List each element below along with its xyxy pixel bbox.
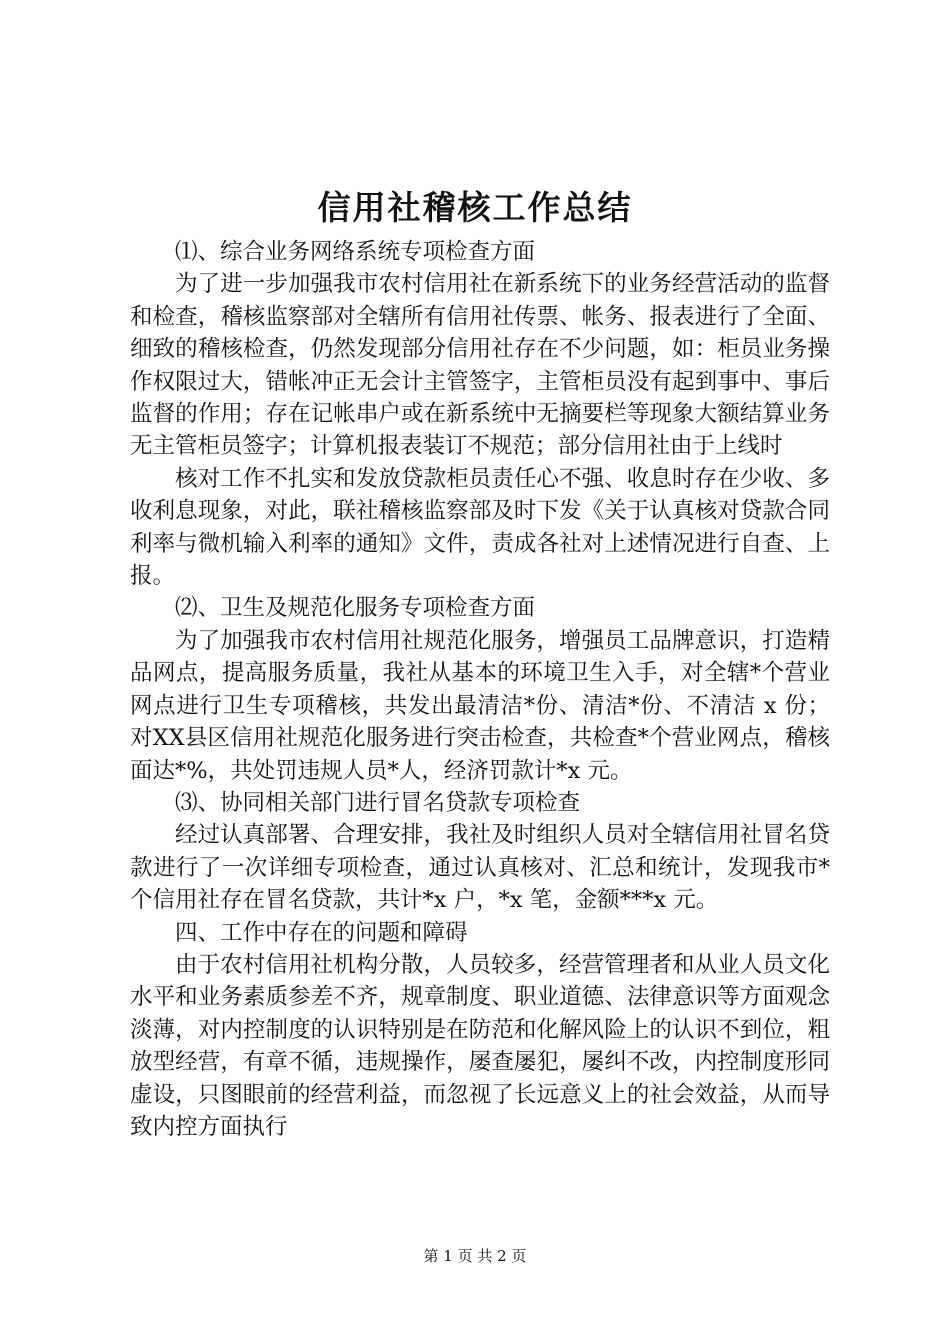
page-number-footer: 第 1 页 共 2 页 [423,1247,527,1265]
body-paragraph: 核对工作不扎实和发放贷款柜员责任心不强、收息时存在少收、多收利息现象，对此，联社稽核监察部及时下发《关于认真核对贷款合同利率与微机输入利率的通知》文件，责成各社对上述情况进行自查、上报。 [130,465,830,590]
body-paragraph: 为了加强我市农村信用社规范化服务，增强员工品牌意识，打造精品网点，提高服务质量，我社从基本的环境卫生入手，对全辖*个营业网点进行卫生专项稽核，共发出最清洁*份、清洁*份、不清洁 x 份；对XX县区信用社规范化服务进行突击检查，共检查*个营业网点，稽核面达*%，共处罚违规人员*人，经济罚款计*x 元。 [130,627,830,784]
section-heading: ⑵、卫生及规范化服务专项检查方面 [175,595,536,622]
body-paragraph: 经过认真部署、合理安排，我社及时组织人员对全辖信用社冒名贷款进行了一次详细专项检查，通过认真核对、汇总和统计，发现我市*个信用社存在冒名贷款，共计*x 户，*x 笔，金额***x 元。 [130,822,830,914]
body-paragraph: 为了进一步加强我市农村信用社在新系统下的业务经营活动的监督和检查，稽核监察部对全辖所有信用社传票、帐务、报表进行了全面、细致的稽核检查，仍然发现部分信用社存在不少问题，如：柜员业务操作权限过大，错帐冲正无会计主管签字，主管柜员没有起到事中、事后监督的作用；存在记帐串户或在新系统中无摘要栏等现象大额结算业务无主管柜员签字；计算机报表装订不规范；部分信用社由于上线时 [130,271,830,460]
section-heading: 四、工作中存在的问题和障碍 [175,919,468,946]
body-paragraph: 由于农村信用社机构分散，人员较多，经营管理者和从业人员文化水平和业务素质参差不齐，规章制度、职业道德、法律意识等方面观念淡薄，对内控制度的认识特别是在防范和化解风险上的认识不到位，粗放型经营，有章不循，违规操作，屡查屡犯，屡纠不改，内控制度形同虚设，只图眼前的经营利益，而忽视了长远意义上的社会效益，从而导致内控方面执行 [130,951,830,1140]
document-body [130,236,830,1143]
document-title: 信用社稽核工作总结 [317,188,633,227]
section-heading: ⑶、协同相关部门进行冒名贷款专项检查 [175,789,581,816]
section-heading: ⑴、综合业务网络系统专项检查方面 [175,239,536,265]
